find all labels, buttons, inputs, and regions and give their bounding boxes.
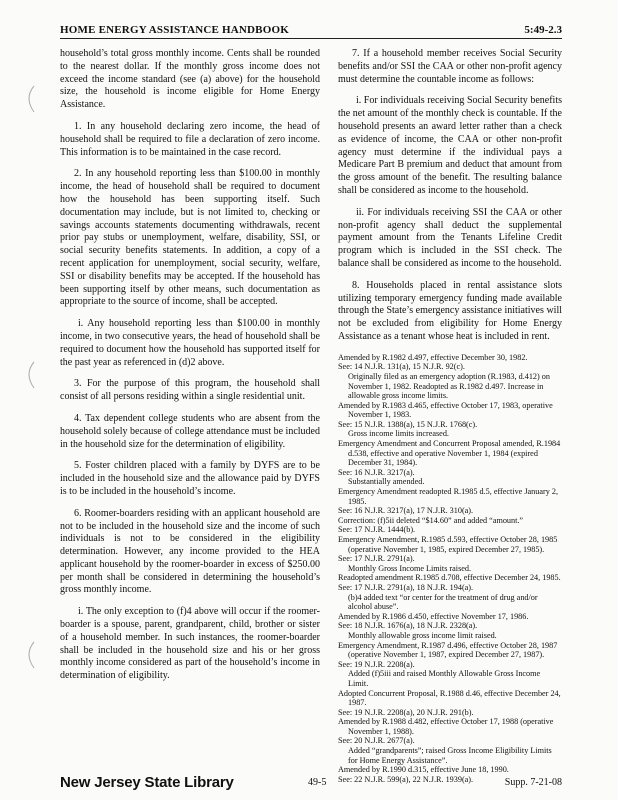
history-note: See: 22 N.J.R. 599(a), 22 N.J.R. 1939(a). [338,774,474,784]
history-note: Monthly allowable gross income limit raised. [348,630,497,640]
paragraph: 4. Tax dependent college students who are absent from the household solely because of college attendance must be included in the household size for the determination of eligibility. [60,412,320,450]
history-note: See: 20 N.J.R. 2677(a). [338,736,415,746]
paragraph: ii. For individuals receiving SSI the CAA or other non-profit agency shall deduct the supplemental payment amount from the Tenants Lifeline Credit program which is included in the SSI check. The balance shall be considered as income to the household. [338,206,562,269]
history-note: (b)4 added text “or center for the treatment of drug and/or alcohol abuse”. [348,592,538,612]
binding-hole-mark [22,640,38,670]
library-watermark: New Jersey State Library [60,774,234,791]
history-note: Amended by R.1990 d.315, effective June 18, 1990. [338,765,509,775]
history-note: Amended by R.1986 d.450, effective November 17, 1986. [338,611,529,621]
paragraph: 6. Roomer-boarders residing with an applicant household are not to be included in the household size and the income of such individuals is not to be considered in the eligibility determination. However, any income provided to the HEA applicant household by the roomer-boarder in excess of $250.00 per month shall be considered in determining the household’s gross monthly income. [60,507,320,596]
history-note: See: 14 N.J.R. 131(a), 15 N.J.R. 92(c). [338,362,465,372]
history-note: Emergency Amendment, R.1985 d.593, effective October 28, 1985 (operative November 1, 1985, expired December 27, 1985). [338,535,558,554]
paragraph: 7. If a household member receives Social Security benefits and/or SSI the CAA or other non-profit agency must determine the countable income as follows: [338,48,562,85]
paragraph: 5. Foster children placed with a family by DYFS are to be included in the household size and the allowance paid by DYFS is to be included in the household’s income. [60,460,320,497]
section-code: 5:49-2.3 [524,24,562,36]
history-note: Emergency Amendment, R.1987 d.496, effective October 28, 1987 (operative November 1, 1987, expired December 27, 1987). [338,640,558,660]
history-note: See: 19 N.J.R. 2208(a). [338,659,415,669]
history-note: See: 17 N.J.R. 2791(a), 18 N.J.R. 194(a). [338,582,474,592]
history-note: Amended by R.1982 d.497, effective December 30, 1982. [338,352,528,362]
history-note: Gross income limits increased. [348,429,449,439]
page-number: 49-5 [308,777,327,788]
history-note: See: 19 N.J.R. 2208(a), 20 N.J.R. 291(b). [338,707,474,717]
history-note: Correction: (f)5ii deleted “$14.60” and added “amount.” [338,515,524,525]
paragraph: i. The only exception to (f)4 above will occur if the roomer-boarder is a spouse, parent, grandparent, child, brother or sister of a household member. In such instances, the roomer-boarder shall be included in the household size and his or her gross monthly income considered as part of the household’s income in determination of eligibility. [60,606,320,682]
history-note: Originally filed as an emergency adoption (R.1983, d.412) on November 1, 1982. Readopted as R.1982 d.497. Increase in allowable gross income limits. [348,371,550,401]
history-note: Added “grandparents”; raised Gross Income Eligibility Limits for Home Energy Assistance”. [348,746,552,765]
history-note: Amended by R.1983 d.465, effective October 17, 1983, operative November 1, 1983. [338,400,553,420]
binding-hole-mark [22,84,38,114]
page-header [60,18,562,39]
binding-hole-mark [22,360,38,390]
history-note: Emergency Amendment and Concurrent Proposal amended, R.1984 d.538, effective and operative November 1, 1984 (expired December 31, 1984). [338,439,561,468]
page-footer [60,774,562,794]
history-note: See: 18 N.J.R. 1676(a), 18 N.J.R. 2328(a). [338,621,478,631]
running-title: HOME ENERGY ASSISTANCE HANDBOOK [60,24,289,36]
paragraph: 2. In any household reporting less than $100.00 in monthly income, the head of household shall be required to document how the household has been supporting itself. Such documentation may include, but is not limited to, checking or savings accounts statements documenting withdrawals, recent prior pay stubs or unemployment, welfare, disability, SSI, or social security benefits statements. In addition, a copy of a recent application for unemployment, social security, welfare, SSI or disability benefits may be accepted. If the household has been supporting itself by other means, such documentation as appropriate to the source of income, shall be accepted. [60,168,320,308]
history-note: See: 17 N.J.R. 2791(a). [338,554,415,564]
left-column [60,48,320,692]
history-note: Emergency Amendment readopted R.1985 d.5, effective January 2, 1985. [338,487,559,506]
history-note: Added (f)5iii and raised Monthly Allowable Gross Income Limit. [348,669,541,688]
history-note: See: 16 N.J.R. 3217(a), 17 N.J.R. 310(a). [338,506,474,516]
history-note: See: 15 N.J.R. 1388(a), 15 N.J.R. 1768(c). [338,419,478,429]
paragraph: 1. In any household declaring zero income, the head of household shall be required to file a declaration of zero income. This information is to be maintained in the case record. [60,120,320,158]
paragraph: household’s total gross monthly income. Cents shall be rounded to the nearest dollar. If the monthly gross income does not exceed the income standard (see (a) above) for the household size, the household is income eligible for Home Energy Assistance. [60,48,320,111]
supplement-date: Supp. 7-21-08 [504,777,562,788]
paragraph: i. For individuals receiving Social Security benefits the net amount of the monthly check is countable. If the household presents an award letter rather than a check as evidence of income, the CAA or other non-profit agency must determine if the individual pays a Medicare Part B premium and deduct that amount from the gross amount of the benefit. The resulting balance shall be considered as income to the household. [338,95,562,196]
history-notes [338,353,562,785]
history-note: Monthly Gross Income Limits raised. [348,563,472,573]
history-note: Adopted Concurrent Proposal, R.1988 d.46, effective December 24, 1987. [338,688,561,708]
history-note: Amended by R.1988 d.482, effective October 17, 1988 (operative November 1, 1988). [338,717,554,736]
history-note: See: 17 N.J.R. 1444(b). [338,525,416,535]
paragraph: 3. For the purpose of this program, the household shall consist of all persons residing within a single residential unit. [60,378,320,403]
history-note: Readopted amendment R.1985 d.708, effective December 24, 1985. [338,573,561,583]
paragraph: i. Any household reporting less than $100.00 in monthly income, in two consecutive years, the head of household shall be required to document how the household has supported itself for the past year as referenced in (d)2 above. [60,318,320,368]
paragraph: 8. Households placed in rental assistance slots utilizing temporary emergency funding made available through the State’s emergency assistance initiatives will not be excluded from eligibility for Home Energy Assistance as a tenant whose heat is included in rent. [338,279,562,342]
history-note: Substantially amended. [348,477,425,487]
history-note: See: 16 N.J.R. 3217(a). [338,467,415,477]
right-column [338,48,562,784]
